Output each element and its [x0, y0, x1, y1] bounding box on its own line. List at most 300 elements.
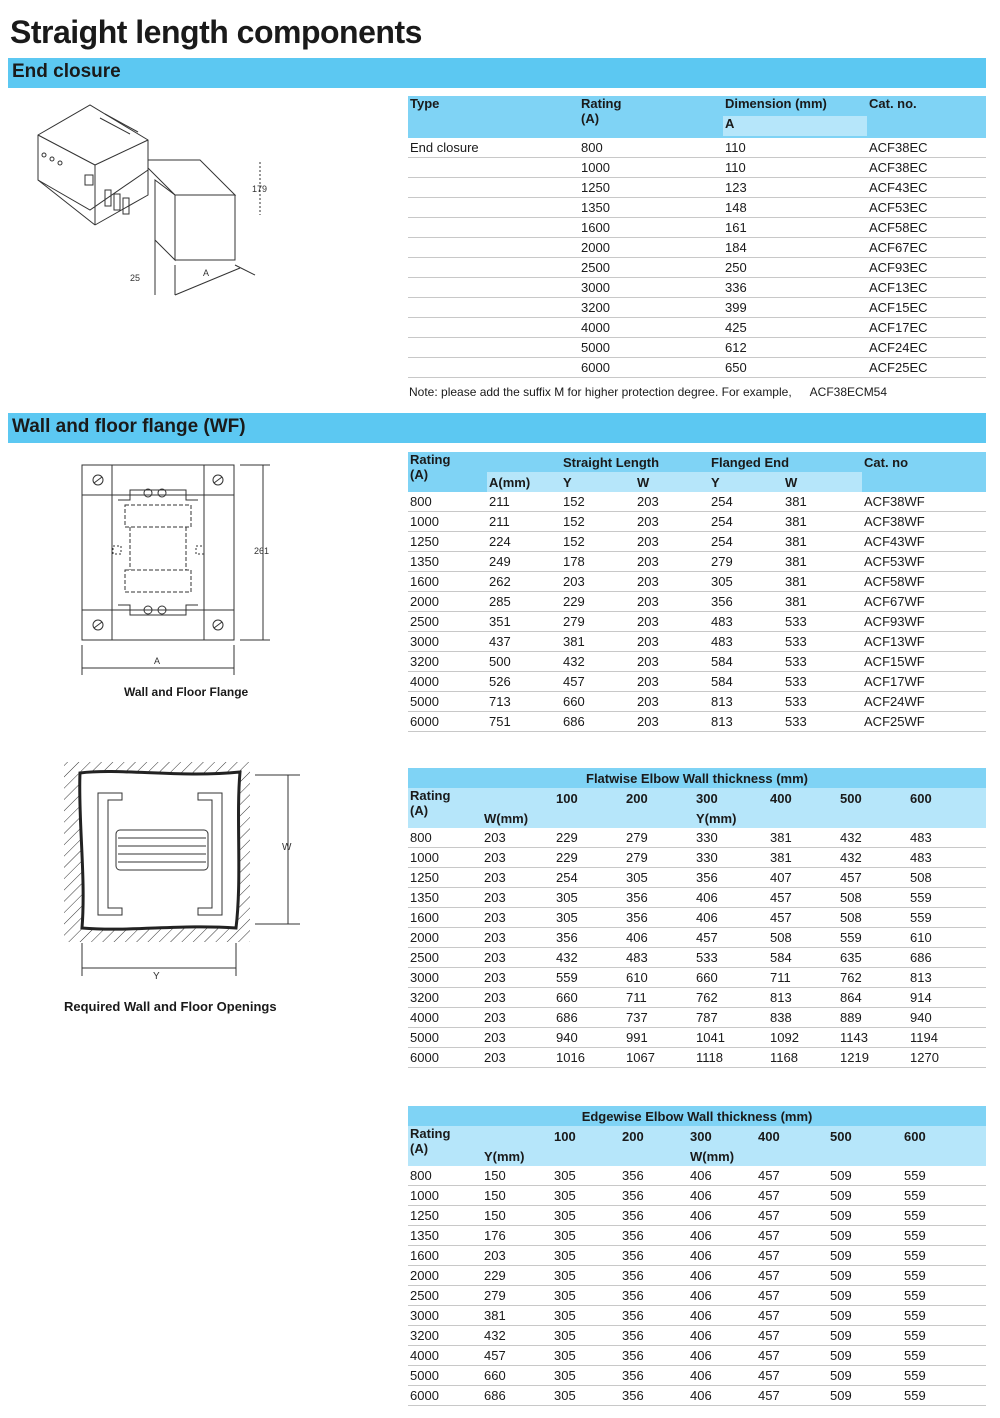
table-cell — [408, 158, 579, 178]
table-cell: 5000 — [408, 1028, 482, 1048]
table-cell: 148 — [723, 198, 867, 218]
table-cell: 6000 — [408, 1386, 482, 1406]
table-cell: 813 — [709, 712, 783, 732]
table-cell: 203 — [482, 888, 554, 908]
table-cell: 4000 — [579, 318, 723, 338]
table-cell: 437 — [487, 632, 561, 652]
table-cell: 1067 — [624, 1048, 694, 1068]
table-cell: 713 — [487, 692, 561, 712]
table-cell: 224 — [487, 532, 561, 552]
table-row — [408, 1386, 986, 1406]
table-cell: 584 — [709, 672, 783, 692]
table-cell: 559 — [908, 888, 986, 908]
table-cell: 406 — [694, 888, 768, 908]
table-cell: ACF53WF — [862, 552, 986, 572]
table-cell: 407 — [768, 868, 838, 888]
table-cell: 203 — [482, 848, 554, 868]
table-cell: 432 — [838, 848, 908, 868]
table-cell: 305 — [552, 1166, 620, 1186]
table-cell: 686 — [908, 948, 986, 968]
table-cell: 381 — [783, 592, 862, 612]
dim-a-label: A — [203, 268, 210, 278]
table-cell: 711 — [624, 988, 694, 1008]
table-cell: 559 — [902, 1226, 986, 1246]
table-cell: 559 — [902, 1346, 986, 1366]
edgewise-title: Edgewise Elbow Wall thickness (mm) — [581, 1108, 813, 1124]
end-closure-rows — [408, 138, 986, 378]
table-cell: 381 — [783, 532, 862, 552]
flatwise-title: Flatwise Elbow Wall thickness (mm) — [586, 770, 809, 786]
table-cell: 457 — [768, 888, 838, 908]
table-cell: 203 — [482, 948, 554, 968]
table-cell: 1250 — [408, 532, 487, 552]
table-cell: 813 — [709, 692, 783, 712]
table-row — [408, 868, 986, 888]
table-row — [408, 1186, 986, 1206]
table-cell: 356 — [620, 1166, 688, 1186]
table-cell: 559 — [902, 1266, 986, 1286]
table-cell: 533 — [783, 692, 862, 712]
table-cell: 457 — [756, 1386, 828, 1406]
table-cell: 356 — [620, 1206, 688, 1226]
table-cell: 483 — [709, 612, 783, 632]
table-cell: 483 — [908, 848, 986, 868]
table-cell: 229 — [554, 848, 624, 868]
header-col: 200 — [626, 790, 648, 806]
table-cell: 610 — [908, 928, 986, 948]
table-row — [408, 338, 986, 358]
table-cell: 6000 — [408, 1048, 482, 1068]
header-y2: Y — [709, 472, 783, 492]
header-type: Type — [410, 96, 440, 111]
table-cell: 457 — [768, 908, 838, 928]
table-cell: ACF53EC — [867, 198, 986, 218]
table-cell: 533 — [783, 612, 862, 632]
table-cell: ACF13EC — [867, 278, 986, 298]
table-cell: 356 — [620, 1326, 688, 1346]
table-cell: 381 — [783, 492, 862, 512]
table-cell: ACF67EC — [867, 238, 986, 258]
table-cell: 432 — [482, 1326, 552, 1346]
table-cell: 406 — [688, 1386, 756, 1406]
table-row — [408, 632, 986, 652]
table-cell: 1250 — [408, 868, 482, 888]
note-text: Note: please add the suffix M for higher protection degree. For example, — [409, 385, 792, 399]
header-col: 200 — [622, 1128, 644, 1144]
table-cell — [408, 218, 579, 238]
header-col: 100 — [554, 1128, 576, 1144]
table-cell: 381 — [561, 632, 635, 652]
table-cell: 150 — [482, 1166, 552, 1186]
table-cell: 457 — [756, 1206, 828, 1226]
table-cell: 406 — [688, 1246, 756, 1266]
table-row — [408, 712, 986, 732]
table-row — [408, 652, 986, 672]
table-cell: 305 — [709, 572, 783, 592]
table-cell: 584 — [768, 948, 838, 968]
table-cell: 1600 — [579, 218, 723, 238]
header-w2: W — [783, 472, 862, 492]
table-cell: 483 — [624, 948, 694, 968]
section-title: Wall and floor flange (WF) — [12, 416, 246, 437]
table-cell: 1350 — [408, 1226, 482, 1246]
table-cell: ACF17WF — [862, 672, 986, 692]
table-cell: 509 — [828, 1226, 902, 1246]
table-cell: 800 — [408, 492, 487, 512]
table-row — [408, 1246, 986, 1266]
header-y-mm: Y(mm) — [696, 810, 737, 826]
table-cell: ACF15EC — [867, 298, 986, 318]
table-cell: ACF43WF — [862, 532, 986, 552]
table-cell — [408, 258, 579, 278]
table-cell: 457 — [756, 1186, 828, 1206]
header-dimension: Dimension (mm) A — [723, 96, 867, 138]
table-cell: 432 — [554, 948, 624, 968]
table-cell: 356 — [620, 1386, 688, 1406]
table-cell: 509 — [828, 1386, 902, 1406]
table-cell: 2500 — [579, 258, 723, 278]
table-cell: 2500 — [408, 612, 487, 632]
table-cell: 356 — [620, 1346, 688, 1366]
table-row — [408, 572, 986, 592]
table-cell: 635 — [838, 948, 908, 968]
table-cell: 509 — [828, 1266, 902, 1286]
dim-179-label: 179 — [252, 184, 268, 194]
table-cell: 3000 — [579, 278, 723, 298]
table-row — [408, 1028, 986, 1048]
table-cell: 800 — [408, 1166, 482, 1186]
dim-w-label: W — [282, 842, 292, 853]
table-cell: 813 — [908, 968, 986, 988]
table-row — [408, 492, 986, 512]
flatwise-elbow-table — [408, 768, 986, 1068]
table-cell: 457 — [756, 1266, 828, 1286]
table-cell: 305 — [552, 1206, 620, 1226]
table-cell: 6000 — [408, 712, 487, 732]
table-cell: 660 — [482, 1366, 552, 1386]
table-cell: 381 — [768, 848, 838, 868]
table-cell: 737 — [624, 1008, 694, 1028]
table-cell: 336 — [723, 278, 867, 298]
table-row — [408, 1226, 986, 1246]
section-header-wall-floor — [8, 413, 986, 443]
table-cell: 305 — [552, 1366, 620, 1386]
table-cell: 610 — [624, 968, 694, 988]
table-cell: 508 — [908, 868, 986, 888]
table-cell: 203 — [561, 572, 635, 592]
table-cell: ACF38EC — [867, 138, 986, 158]
table-cell: 559 — [902, 1306, 986, 1326]
table-cell: 483 — [908, 828, 986, 848]
table-cell: 1016 — [554, 1048, 624, 1068]
table-cell: 787 — [694, 1008, 768, 1028]
table-cell: 203 — [635, 552, 709, 572]
table-cell: 305 — [552, 1286, 620, 1306]
table-cell: 161 — [723, 218, 867, 238]
table-cell — [408, 298, 579, 318]
table-cell: 203 — [482, 1246, 552, 1266]
table-cell: 1000 — [408, 512, 487, 532]
table-cell: 203 — [482, 1008, 554, 1028]
table-row — [408, 968, 986, 988]
table-cell: ACF25WF — [862, 712, 986, 732]
table-cell: 330 — [694, 828, 768, 848]
table-row — [408, 1366, 986, 1386]
table-cell: 203 — [635, 612, 709, 632]
table-cell: 940 — [908, 1008, 986, 1028]
table-cell: 1000 — [408, 848, 482, 868]
table-cell: 508 — [838, 908, 908, 928]
table-cell: 457 — [756, 1246, 828, 1266]
table-cell: 509 — [828, 1286, 902, 1306]
table-row — [408, 258, 986, 278]
table-cell: 229 — [482, 1266, 552, 1286]
table-cell: 305 — [554, 908, 624, 928]
table-cell: 509 — [828, 1326, 902, 1346]
table-cell: 150 — [482, 1206, 552, 1226]
table-cell: 305 — [552, 1226, 620, 1246]
table-cell: 203 — [635, 492, 709, 512]
table-cell: 838 — [768, 1008, 838, 1028]
header-col: 500 — [830, 1128, 852, 1144]
table-cell: 1194 — [908, 1028, 986, 1048]
table-cell: 406 — [688, 1266, 756, 1286]
end-closure-drawing — [30, 100, 290, 300]
table-row — [408, 908, 986, 928]
table-cell: 356 — [709, 592, 783, 612]
table-cell: 559 — [554, 968, 624, 988]
table-row — [408, 158, 986, 178]
table-cell: 483 — [709, 632, 783, 652]
table-cell: ACF24WF — [862, 692, 986, 712]
table-cell: 356 — [620, 1306, 688, 1326]
table-cell: 5000 — [408, 1366, 482, 1386]
edgewise-elbow-table — [408, 1106, 986, 1406]
table-cell: 1041 — [694, 1028, 768, 1048]
table-row — [408, 552, 986, 572]
table-cell: 457 — [756, 1286, 828, 1306]
dim-a-label: A — [154, 656, 161, 666]
table-cell: 3000 — [408, 968, 482, 988]
table-cell — [408, 358, 579, 378]
table-cell: 203 — [635, 572, 709, 592]
header-straight-length: Straight Length — [563, 454, 660, 470]
table-cell: 526 — [487, 672, 561, 692]
wall-floor-flange-table — [408, 452, 986, 732]
table-cell: 686 — [554, 1008, 624, 1028]
table-cell: 5000 — [579, 338, 723, 358]
table-cell: 889 — [838, 1008, 908, 1028]
table-cell: 305 — [624, 868, 694, 888]
table-cell: 457 — [756, 1346, 828, 1366]
table-cell: 305 — [552, 1266, 620, 1286]
flatwise-rows — [408, 828, 986, 1068]
table-cell: 399 — [723, 298, 867, 318]
table-row — [408, 532, 986, 552]
table-cell: 584 — [709, 652, 783, 672]
table-cell: 229 — [561, 592, 635, 612]
table-cell: 203 — [482, 908, 554, 928]
table-cell: 711 — [768, 968, 838, 988]
table-cell: 457 — [756, 1326, 828, 1346]
table-row — [408, 988, 986, 1008]
table-row — [408, 1008, 986, 1028]
table-row — [408, 1286, 986, 1306]
table-cell: 152 — [561, 492, 635, 512]
table-cell: 3200 — [408, 1326, 482, 1346]
table-cell: 249 — [487, 552, 561, 572]
table-cell: 203 — [635, 652, 709, 672]
header-rating: Rating (A) — [408, 1126, 482, 1166]
table-cell: 406 — [688, 1286, 756, 1306]
table-cell: 381 — [783, 512, 862, 532]
header-rating: Rating (A) — [581, 96, 622, 126]
table-cell: 432 — [561, 652, 635, 672]
table-cell: ACF38EC — [867, 158, 986, 178]
table-row — [408, 1326, 986, 1346]
table-cell: 1250 — [579, 178, 723, 198]
table-cell: 305 — [552, 1386, 620, 1406]
table-cell: 1600 — [408, 908, 482, 928]
table-cell: 254 — [554, 868, 624, 888]
table-cell: 176 — [482, 1226, 552, 1246]
table-cell: 559 — [902, 1186, 986, 1206]
table-cell: 330 — [694, 848, 768, 868]
note-example: ACF38ECM54 — [809, 385, 888, 399]
table-cell: 457 — [838, 868, 908, 888]
table-cell: 305 — [552, 1306, 620, 1326]
header-col: 500 — [840, 790, 862, 806]
table-cell: 381 — [482, 1306, 552, 1326]
opening-drawing — [60, 758, 310, 988]
table-row — [408, 1346, 986, 1366]
table-cell: 762 — [694, 988, 768, 1008]
table-cell: 1000 — [579, 158, 723, 178]
table-cell: 184 — [723, 238, 867, 258]
table-cell: ACF15WF — [862, 652, 986, 672]
table-cell: 203 — [635, 712, 709, 732]
table-cell: 406 — [688, 1206, 756, 1226]
header-a: A(mm) — [487, 472, 561, 492]
table-cell — [408, 178, 579, 198]
table-cell: 211 — [487, 492, 561, 512]
table-cell: 356 — [620, 1266, 688, 1286]
header-y: Y — [561, 472, 635, 492]
table-cell: ACF58EC — [867, 218, 986, 238]
table-cell: 211 — [487, 512, 561, 532]
table-row — [408, 692, 986, 712]
table-cell: 203 — [635, 672, 709, 692]
table-cell: 751 — [487, 712, 561, 732]
table-cell: 406 — [688, 1226, 756, 1246]
table-cell: 500 — [487, 652, 561, 672]
table-row — [408, 512, 986, 532]
table-row — [408, 298, 986, 318]
table-cell: 1250 — [408, 1206, 482, 1226]
table-cell: ACF38WF — [862, 492, 986, 512]
table-row — [408, 238, 986, 258]
table-cell: 356 — [620, 1286, 688, 1306]
table-cell: 1092 — [768, 1028, 838, 1048]
header-flanged-end: Flanged End — [711, 454, 790, 470]
table-cell: 2000 — [408, 592, 487, 612]
section-title: End closure — [12, 61, 121, 82]
table-cell: 203 — [635, 632, 709, 652]
table-cell: 813 — [768, 988, 838, 1008]
header-col: 300 — [690, 1128, 712, 1144]
table-cell — [408, 238, 579, 258]
table-row — [408, 672, 986, 692]
header-cat-no: Cat. no — [864, 454, 909, 470]
table-cell: 800 — [408, 828, 482, 848]
table-cell: ACF24EC — [867, 338, 986, 358]
edgewise-rows — [408, 1166, 986, 1406]
page-title: Straight length components — [10, 14, 422, 50]
table-cell: ACF38WF — [862, 512, 986, 532]
table-cell: 406 — [688, 1346, 756, 1366]
table-cell: 660 — [694, 968, 768, 988]
table-cell: ACF13WF — [862, 632, 986, 652]
table-cell: 5000 — [408, 692, 487, 712]
table-row — [408, 1206, 986, 1226]
table-cell: 2500 — [408, 1286, 482, 1306]
table-cell: 406 — [624, 928, 694, 948]
table-cell: 279 — [709, 552, 783, 572]
header-rating: Rating (A) — [408, 788, 482, 828]
table-cell: 150 — [482, 1186, 552, 1206]
table-cell: 559 — [902, 1366, 986, 1386]
table-cell: 509 — [828, 1186, 902, 1206]
table-cell: 203 — [482, 968, 554, 988]
table-cell: 508 — [838, 888, 908, 908]
table-cell: 650 — [723, 358, 867, 378]
table-cell: 457 — [756, 1366, 828, 1386]
header-col: 400 — [758, 1128, 780, 1144]
table-row — [408, 1266, 986, 1286]
table-cell — [408, 198, 579, 218]
flange-drawing — [70, 460, 280, 710]
table-cell: 660 — [554, 988, 624, 1008]
table-cell: 356 — [624, 908, 694, 928]
table-cell: 864 — [838, 988, 908, 1008]
dim-25-label: 25 — [130, 273, 141, 283]
table-cell: 940 — [554, 1028, 624, 1048]
table-cell: 1600 — [408, 572, 487, 592]
table-cell: 3000 — [408, 1306, 482, 1326]
table-cell: 991 — [624, 1028, 694, 1048]
table-cell: 356 — [624, 888, 694, 908]
table-cell: 3200 — [408, 988, 482, 1008]
table-cell: 559 — [902, 1326, 986, 1346]
table-cell: 4000 — [408, 1008, 482, 1028]
table-cell — [408, 278, 579, 298]
table-cell: 305 — [552, 1246, 620, 1266]
table-cell: 660 — [561, 692, 635, 712]
table-cell: 203 — [482, 1048, 554, 1068]
table-cell: ACF25EC — [867, 358, 986, 378]
table-cell: 559 — [902, 1206, 986, 1226]
header-col: 600 — [904, 1128, 926, 1144]
table-cell: ACF58WF — [862, 572, 986, 592]
table-cell: 533 — [783, 632, 862, 652]
header-w-mm: W(mm) — [690, 1148, 735, 1164]
table-cell: 279 — [624, 848, 694, 868]
table-cell: 2000 — [408, 1266, 482, 1286]
table-cell: ACF93WF — [862, 612, 986, 632]
table-cell: 432 — [838, 828, 908, 848]
table-cell: 686 — [482, 1386, 552, 1406]
table-cell: 110 — [723, 158, 867, 178]
